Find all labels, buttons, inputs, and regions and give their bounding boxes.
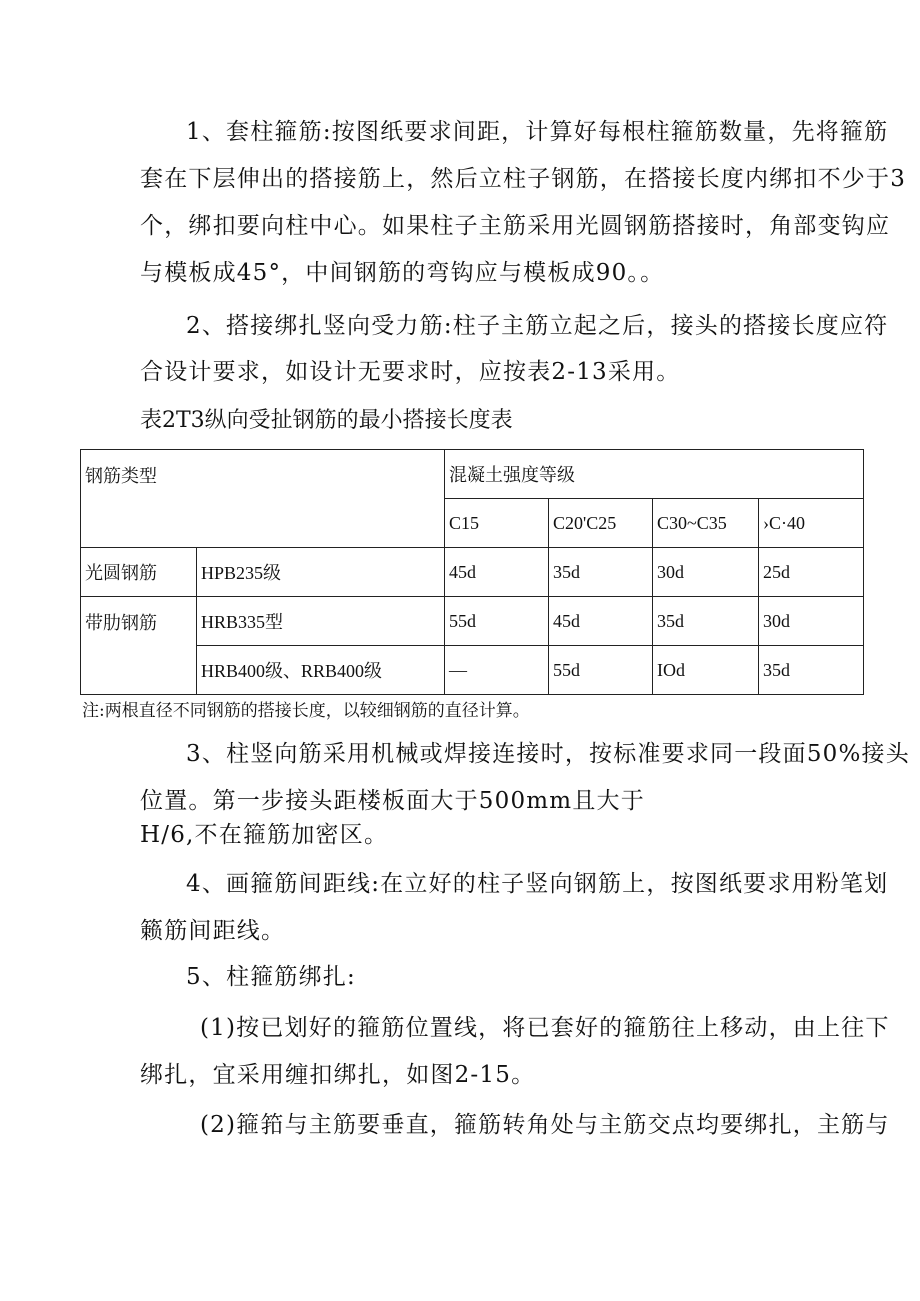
row-value: 45d <box>549 597 653 646</box>
table-row <box>81 548 864 597</box>
header-concrete-grade: 混凝土强度等级 <box>445 450 864 499</box>
row-value: 35d <box>759 646 864 695</box>
table-note: 注:两根直径不同钢筋的搭接长度，以较细钢筋的直径计算。 <box>82 701 530 721</box>
row-value: — <box>445 646 549 695</box>
row-value: IOd <box>653 646 759 695</box>
paragraph-3-line-3: H/6,不在箍筋加密区。 <box>140 822 389 848</box>
row-type: 带肋钢筋 <box>81 597 197 695</box>
grade-c20-c25: C20'C25 <box>549 499 653 548</box>
paragraph-1-line-1: 1、套柱箍筋:按图纸要求间距，计算好每根柱箍筋数量，先将箍筋 <box>186 119 889 145</box>
paragraph-6-line-2: 绑扎，宜采用缠扣绑扎，如图2-15。 <box>140 1062 536 1088</box>
row-value: 35d <box>653 597 759 646</box>
row-type: 光圆钢筋 <box>81 548 197 597</box>
paragraph-1-line-3: 个，绑扣要向柱中心。如果柱子主筋采用光圆钢筋搭接时，角部变钩应 <box>140 213 891 239</box>
row-subtype: HPB235级 <box>197 548 445 597</box>
table-row <box>81 646 864 695</box>
paragraph-4-line-1: 4、画箍筋间距线:在立好的柱子竖向钢筋上，按图纸要求用粉笔划 <box>186 871 889 897</box>
row-value: 55d <box>549 646 653 695</box>
row-value: 25d <box>759 548 864 597</box>
paragraph-3-line-2: 位置。第一步接头距楼板面大于500mm且大于 <box>140 788 645 814</box>
row-value: 35d <box>549 548 653 597</box>
paragraph-1-line-2: 套在下层伸出的搭接筋上，然后立柱子钢筋，在搭接长度内绑扣不少于3 <box>140 166 907 192</box>
lap-length-table <box>80 449 864 695</box>
paragraph-4-line-2: 籁筋间距线。 <box>140 918 286 944</box>
paragraph-2-line-1: 2、搭接绑扎竖向受力筋:柱子主筋立起之后，接头的搭接长度应符 <box>186 313 889 339</box>
paragraph-6-line-1: (1)按已划好的箍筋位置线，将已套好的箍筋往上移动，由上往下 <box>200 1015 890 1041</box>
header-rebar-type: 钢筋类型 <box>81 450 445 548</box>
paragraph-7-line-1: (2)箍筘与主筋要垂直，箍筋转角处与主筋交点均要绑扎，主筋与 <box>200 1112 890 1138</box>
table-row <box>81 597 864 646</box>
grade-c15: C15 <box>445 499 549 548</box>
paragraph-3-line-1: 3、柱竖向筋采用机械或焊接连接时，按标准要求同一段面50%接头 <box>186 741 910 767</box>
row-value: 55d <box>445 597 549 646</box>
grade-c40: ›C·40 <box>759 499 864 548</box>
row-value: 30d <box>653 548 759 597</box>
table-caption: 表2T3纵向受扯钢筋的最小搭接长度表 <box>140 408 513 433</box>
paragraph-5-line-1: 5、柱箍筋绑扎: <box>186 964 356 990</box>
row-subtype: HRB400级、RRB400级 <box>197 646 445 695</box>
grade-c30-c35: C30~C35 <box>653 499 759 548</box>
row-subtype: HRB335型 <box>197 597 445 646</box>
row-value: 45d <box>445 548 549 597</box>
paragraph-1-line-4: 与模板成45°，中间钢筋的弯钩应与模板成90。。 <box>140 260 665 286</box>
row-value: 30d <box>759 597 864 646</box>
paragraph-2-line-2: 合设计要求，如设计无要求时，应按表2-13采用。 <box>140 359 681 385</box>
